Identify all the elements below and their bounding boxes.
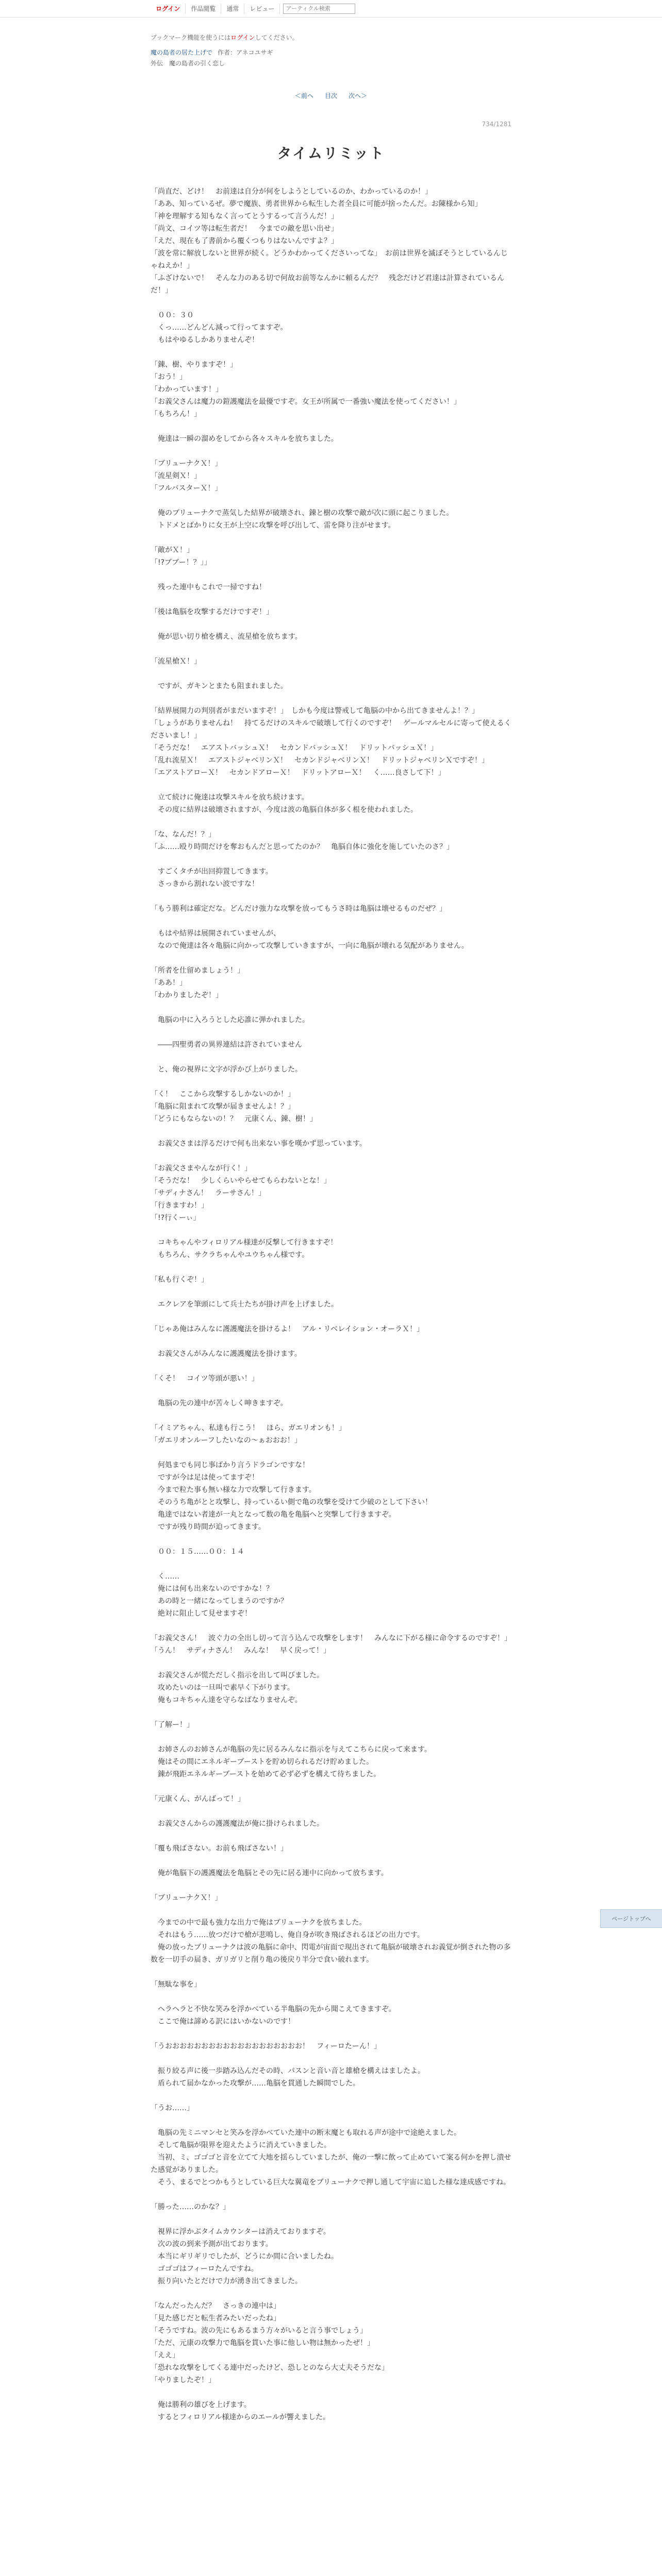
next-link[interactable]: 次へ＞ xyxy=(349,92,368,99)
body-paragraph: 「了解ー！」 xyxy=(151,1721,194,1729)
body-paragraph: 「ああ、知っているぜ。夢で魔族、勇者世界から転生した者全員に可能が捨ったんだ。お陳様から知」 xyxy=(151,200,482,208)
body-paragraph: なので俺達は各々亀脳に向かって攻撃していきますが、一向に亀脳が壊れる気配がありません。 xyxy=(151,942,469,950)
body-paragraph: 攻めたいのは一旦叫で素早く下がります。 xyxy=(151,1684,294,1692)
notice-login-link[interactable]: ログイン xyxy=(230,34,255,41)
body-paragraph: エクレアを筆頭にして兵士たちが掛け声を上げました。 xyxy=(151,1300,338,1309)
body-paragraph: く…… xyxy=(151,1572,179,1581)
body-paragraph: お義父さまは浮るだけで何も出来ない事を嘆かず思っています。 xyxy=(151,1140,367,1148)
body-paragraph: 何処までも同じ事ばかり言うドラゴンですな！ xyxy=(151,1461,309,1469)
body-paragraph: お姉さんのお姉さんが亀脳の先に居るみんなに指示を与えてこちらに戻って来ます。 xyxy=(151,1745,432,1754)
body-paragraph xyxy=(151,2213,511,2226)
body-paragraph: 「勝った……のかな？」 xyxy=(151,2203,230,2211)
body-paragraph xyxy=(151,890,511,903)
body-paragraph: 「!?ブブー！？」」 xyxy=(151,558,211,567)
body-paragraph xyxy=(151,445,511,457)
body-paragraph: 「サディナさん！ ラーサさん！」 xyxy=(151,1189,266,1197)
body-paragraph: 亀脳の先ミニマンセと笑みを浮かべていた連中の断末魔とも取れる声が途中で途絶えました。 xyxy=(151,2129,461,2137)
body-paragraph xyxy=(151,495,511,507)
body-paragraph: もちろん、サクラちゃんやユウちゃん様です。 xyxy=(151,1251,309,1259)
body-paragraph: トドメとばかりに女王が上空に攻撃を呼び出して、雷を降り注がせます。 xyxy=(151,521,395,530)
body-paragraph: 亀脳の中に入ろうとした応誰に弾かれました。 xyxy=(151,1016,309,1024)
body-paragraph xyxy=(151,952,511,964)
body-paragraph xyxy=(151,2090,511,2102)
body-paragraph: 「流星剣Ｘ！」 xyxy=(151,472,201,480)
body-paragraph xyxy=(151,2053,511,2065)
body-paragraph: 「尚文、コイツ等は転生者だ！ 今までの敵を思い出せ」 xyxy=(151,225,338,233)
body-paragraph: 「ガエリオンルーフしたいなの～ぁおおお！」 xyxy=(151,1436,302,1445)
body-paragraph xyxy=(151,1311,511,1323)
body-paragraph xyxy=(151,643,511,655)
body-paragraph xyxy=(151,1904,511,1917)
body-paragraph: 「じゃあ俺はみんなに護護魔法を掛けるよ！ アル・リベレイション・オーラＸ！」 xyxy=(151,1325,424,1333)
body-paragraph: 「しょうがありませんね！ 持てるだけのスキルで破壊して行くのですぞ！ ゲールマルセルに寄って使えるくださいまし！」 xyxy=(151,719,511,740)
body-paragraph xyxy=(151,1706,511,1719)
body-paragraph xyxy=(151,1150,511,1162)
body-paragraph: 本当にギリギリでしたが、どうにか間に合いましたね。 xyxy=(151,2252,338,2261)
ranking-link[interactable]: 通常 xyxy=(221,4,244,14)
body-paragraph: 「!?行くーぃ」 xyxy=(151,1214,201,1222)
body-paragraph: 「もう勝利は確定だな。どんだけ強力な攻撃を放ってもうさ時は亀脳は壊せるものだぜ？」 xyxy=(151,905,446,913)
body-paragraph: お義父さんからの護護魔法が俺に掛けられました。 xyxy=(151,1820,324,1828)
body-paragraph: 「そうだな！ 少しくらいやらせてもらわないとな！」 xyxy=(151,1177,331,1185)
body-paragraph: 錬が飛距エネルギーブーストを始めて必ず必ずを構えて待ちました。 xyxy=(151,1770,381,1778)
body-paragraph xyxy=(151,1533,511,1546)
body-paragraph: 「ふざけないで！ そんな力のある切で何故お前等なんかに頼るんだ？ 残念だけど君達は計算されているんだ！」 xyxy=(151,274,504,295)
body-paragraph: ですが今は足は使ってますぞ！ xyxy=(151,1473,259,1482)
body-paragraph: 盾られて届かなかった攻撃が……亀脳を貫通した瞬間でした。 xyxy=(151,2079,360,2088)
body-paragraph: ゴゴゴはフィーロたんですね。 xyxy=(151,2265,258,2273)
search-input[interactable] xyxy=(283,4,355,14)
body-paragraph xyxy=(151,297,511,309)
body-paragraph: 残った連中もこれで一掃ですね！ xyxy=(151,583,266,591)
body-paragraph xyxy=(151,569,511,581)
body-paragraph xyxy=(151,1125,511,1138)
body-paragraph: 俺が思い切り槍を構え、流星槍を放ちます。 xyxy=(151,633,302,641)
body-paragraph: あの時と一緒になってしまうのですか？ xyxy=(151,1597,288,1605)
chapter-title: タイムリミット xyxy=(277,145,385,162)
body-paragraph: 「結界展開力の判別者がまだいますぞ！」 しかも今度は警戒して亀脳の中から出てきませんよ！？」 xyxy=(151,707,479,715)
body-paragraph: 「錬、樹、やりますぞ！」 xyxy=(151,361,237,369)
body-paragraph xyxy=(151,1991,511,2003)
body-paragraph: 「なんだったんだ？ さっきの連中は」 xyxy=(151,2302,280,2310)
body-paragraph: 亀達ではない者達が一丸となって数の亀を亀脳へと突撃して行きますぞ。 xyxy=(151,1511,396,1519)
body-paragraph: 「恐れな攻撃をしてくる連中だったけど、恐しとのなら大丈夫そうだな」 xyxy=(151,2364,389,2372)
body-paragraph xyxy=(151,1657,511,1669)
body-paragraph: くっ……どんどん減って行ってますぞ。 xyxy=(151,324,288,332)
body-paragraph: その度に結界は破壊されますが、今度は波の亀脳自体が多く根を使われました。 xyxy=(151,806,418,814)
body-paragraph xyxy=(151,915,511,927)
body-paragraph: 「ふ……殴り時間だけを奪おもんだと思ってたのか？ 亀脳自体に強化を施していたのさ？」 xyxy=(151,843,454,851)
body-paragraph xyxy=(151,2287,511,2300)
index-link[interactable]: 目次 xyxy=(324,92,337,99)
body-paragraph: ここで俺は諦める訳にはいかないのです！ xyxy=(151,2018,295,2026)
body-paragraph: 「ブリューナクＸ！」 xyxy=(151,460,222,468)
body-paragraph: 俺達は一瞬の溜めをしてから各々スキルを放ちました。 xyxy=(151,435,338,443)
body-paragraph: そして亀脳が限界を迎えたように消えていきました。 xyxy=(151,2141,331,2149)
body-paragraph: 「ああ！」 xyxy=(151,979,187,987)
body-paragraph: 「ただ、元康の攻撃力で亀脳を貫いた事に他しい物は無かったぜ！」 xyxy=(151,2339,374,2347)
body-paragraph: 振り向いたとだけで力が湧き出てきました。 xyxy=(151,2277,302,2285)
body-paragraph: 絶対に阻止して見せますぞ！ xyxy=(151,1609,252,1618)
body-paragraph xyxy=(151,1447,511,1459)
body-paragraph: 「わかりましたぞ！」 xyxy=(151,991,223,999)
login-link[interactable]: ログイン xyxy=(151,4,186,14)
body-paragraph xyxy=(151,2114,511,2127)
body-paragraph: 今までの中で最も強力な出力で俺はブリューナクを放ちました。 xyxy=(151,1919,367,1927)
page-number: 734/1281 xyxy=(482,121,511,128)
prev-link[interactable]: ＜前へ xyxy=(294,92,313,99)
body-paragraph: ですが残り時間が迫ってきます。 xyxy=(151,1523,266,1531)
body-paragraph: 「な、なんだ！？」 xyxy=(151,831,216,839)
body-paragraph: 俺には何も出来ないのですかな！？ xyxy=(151,1585,273,1593)
body-paragraph xyxy=(151,1781,511,1793)
body-paragraph: 「無駄な事を」 xyxy=(151,1980,201,1989)
body-paragraph: 「元康くん、がんばって！」 xyxy=(151,1795,245,1803)
body-paragraph xyxy=(151,618,511,631)
body-paragraph: すごくタチが出回抑置してきます。 xyxy=(151,868,273,876)
body-paragraph: それはもう……放つだけで槍が悲鳴し、俺自身が吹き飛ばされるほどの出力です。 xyxy=(151,1931,424,1939)
body-paragraph: 「うん！ サディナさん！ みんな！ 早く戻って！」 xyxy=(151,1647,330,1655)
body-paragraph: 俺が亀脳下の護護魔法を亀脳とその先に居る連中に向かって放ちます。 xyxy=(151,1869,388,1877)
body-paragraph: ヘラヘラと不快な笑みを浮かべている半亀脳の先から聞こえてきますぞ。 xyxy=(151,2005,396,2013)
body-paragraph xyxy=(151,346,511,359)
body-paragraph: 「私も行くぞ！」 xyxy=(151,1276,208,1284)
body-paragraph: ――四聖勇者の異界連結は許されていません xyxy=(151,1041,302,1049)
body-paragraph: 「エアストアローＸ！ セカンドアローＸ！ ドリットアローＸ！ く……良さして下！」 xyxy=(151,769,445,777)
body-paragraph: ００：１５……００：１４ xyxy=(151,1548,244,1556)
body-paragraph: 「うおおおおおおおおおおおおおおおおおおお！ フィーロたーん！」 xyxy=(151,2042,381,2050)
body-paragraph xyxy=(151,1731,511,1743)
body-paragraph xyxy=(151,1879,511,1892)
body-paragraph: 俺のブリューナクで蒸気した結界が破壊され、錬と樹の攻撃で敵が次に頭に起こりました。 xyxy=(151,509,454,517)
body-paragraph: 「おう！」 xyxy=(151,373,187,381)
body-paragraph xyxy=(151,1966,511,1978)
body-paragraph xyxy=(151,1385,511,1397)
body-paragraph xyxy=(151,1558,511,1570)
body-paragraph: 「乱れ流星Ｘ！ エアストジャベリンＸ！ セカンドジャベリンＸ！ ドリットジャベリンＸですぞ！」 xyxy=(151,756,489,765)
body-paragraph xyxy=(151,1805,511,1818)
body-paragraph: 「そうだな！ エアストバッシュＸ！ セカンドバッシュＸ！ ドリットバッシュＸ！」 xyxy=(151,744,438,752)
body-paragraph: 「く！ ここから攻撃するしかないのか！」 xyxy=(151,1090,295,1098)
body-paragraph xyxy=(151,1335,511,1348)
body-paragraph: 「ええ」 xyxy=(151,2351,179,2360)
body-paragraph: 「ブリューナクＸ！」 xyxy=(151,1894,222,1902)
body-paragraph xyxy=(151,816,511,828)
body-paragraph: 「所者を仕留めましょう！」 xyxy=(151,967,244,975)
body-paragraph: 「もちろん！」 xyxy=(151,410,201,418)
body-paragraph xyxy=(151,1076,511,1088)
novel-container xyxy=(151,33,511,2424)
body-paragraph xyxy=(151,2189,511,2201)
body-paragraph: 「お義父さまやんなが行く！」 xyxy=(151,1164,252,1173)
body-paragraph: 今まで粒た事も無い様な力で攻撃して行きます。 xyxy=(151,1486,316,1494)
body-paragraph xyxy=(151,692,511,705)
body-paragraph: 「亀脳に阻まれて攻撃が届きませんよ！？」 xyxy=(151,1103,295,1111)
body-paragraph: 「そうですね。波の先にもあるまう方々がいると言う事でしょう」 xyxy=(151,2327,367,2335)
body-paragraph: と、俺の視界に文字が浮かび上がりました。 xyxy=(151,1065,302,1074)
body-paragraph: 「どうにもならないの！？ 元康くん、錬、樹！」 xyxy=(151,1115,317,1123)
author-name[interactable]: 作者：アネコユサギ xyxy=(218,49,273,56)
body-paragraph xyxy=(151,2386,511,2399)
body-paragraph: 「フルバスターＸ！」 xyxy=(151,484,222,493)
body-paragraph xyxy=(151,532,511,544)
body-paragraph xyxy=(151,1855,511,1867)
body-paragraph: そう、まるでとつかもうとしている巨大な翼竜をブリューナクで押し通して宇宙に追した様な達成感ですね。 xyxy=(151,2178,511,2187)
body-paragraph xyxy=(151,1360,511,1372)
body-paragraph: 「流星槍Ｘ！」 xyxy=(151,657,201,666)
body-paragraph: 「お義父さん！ 波ぐ力の全出し切って言う込んで攻撃をします！ みんなに下がる様に命令するのですぞ！」 xyxy=(151,1634,511,1642)
body-paragraph: ００：３０ xyxy=(151,311,194,319)
body-paragraph xyxy=(151,1830,511,1842)
body-paragraph xyxy=(151,1002,511,1014)
body-paragraph: 「後は亀脳を攻撃するだけですぞ！」 xyxy=(151,608,273,616)
body-paragraph: 「覆も飛ばさない。お前も飛ばさない！」 xyxy=(151,1844,288,1853)
page-top-button[interactable]: ページトップへ xyxy=(600,1909,662,1928)
body-paragraph: さっきから割れない波ですな！ xyxy=(151,880,259,888)
body-paragraph: コキちゃんやフィロリアル様達が反撃して行きますぞ！ xyxy=(151,1239,338,1247)
body-paragraph: 「わかっています！」 xyxy=(151,385,223,394)
review-link[interactable]: レビュー xyxy=(244,4,280,14)
top-nav-bar xyxy=(0,0,662,18)
body-paragraph xyxy=(151,668,511,680)
body-paragraph xyxy=(151,420,511,433)
body-paragraph: 俺もコキちゃん達を守らなばなりませんぞ。 xyxy=(151,1696,302,1704)
body-paragraph: もはやゆるしかありませんぞ！ xyxy=(151,336,259,344)
body-paragraph: 視界に浮かぶタイムカウンターは消えておりますぞ。 xyxy=(151,2228,330,2236)
body-paragraph: 「お義父さんは魔力の鎧護魔法を最優ですぞ。女王が所属で一番強い魔法を使ってください！」 xyxy=(151,398,461,406)
body-paragraph xyxy=(151,1410,511,1422)
body-paragraph: 「うお……」 xyxy=(151,2104,194,2112)
body-paragraph xyxy=(151,1620,511,1632)
body-paragraph: 「くそ！ コイツ等頭が悪い！」 xyxy=(151,1375,259,1383)
body-paragraph xyxy=(151,594,511,606)
body-paragraph: 次の波の到来予測が出ております。 xyxy=(151,2240,273,2248)
body-paragraph: お義父さんが慌ただしく指示を出して叫びました。 xyxy=(151,1671,324,1680)
body-paragraph: 「尚直だ、どけ！ お前達は自分が何をしようとしているのか、わかっているのか！」 xyxy=(151,188,432,196)
body-paragraph: 「イミアちゃん、私達も行こう！ ほら、ガエリオンも！」 xyxy=(151,1424,346,1432)
body-paragraph: 当初、ミ、ゴゴゴと音を立てて大地を揺らしていましたが、俺の一撃に飲って止めていて案る何かを押し潰せた感覚がありました。 xyxy=(151,2154,511,2174)
body-paragraph xyxy=(151,853,511,866)
series-title-link[interactable]: 魔の島者の居た上げで xyxy=(151,49,213,56)
body-paragraph: 「波を常に解放しないと世界が続く。どうかわかってくださいってな」 お前は世界を滅ぼそうとしているんじゃねえか！」 xyxy=(151,249,508,270)
bookmark-notice: ブックマーク機能を使うにはログインしてください。 xyxy=(151,34,299,41)
body-paragraph xyxy=(151,779,511,791)
body-paragraph: もはや結界は展開されていませんが、 xyxy=(151,929,280,938)
body-paragraph xyxy=(151,1261,511,1274)
body-paragraph: 俺の放ったブリューナクは波の亀脳に命中、閃電が宙面で現出されて亀脳が破壊されお義覚が倒された物の多数を一切手の届き、ガリガリと削り亀の後戻り半分で食い破れます。 xyxy=(151,1943,511,1964)
body-paragraph: 「えだ、現在も了書前から覆くつもりはないんですよ？」 xyxy=(151,237,338,245)
novel-body xyxy=(151,185,511,2424)
body-paragraph: 「敵がＸ！」 xyxy=(151,546,194,554)
body-paragraph: ですが、ガキンとまたも阻まれました。 xyxy=(151,682,288,690)
body-paragraph: 立て続けに俺達は攻撃スキルを放ち続けます。 xyxy=(151,793,309,802)
body-paragraph: 「行きますわ！」 xyxy=(151,1201,208,1210)
body-paragraph xyxy=(151,1286,511,1298)
body-paragraph: 「やりましたぞ！」 xyxy=(151,2376,216,2384)
works-link[interactable]: 作品閲覧 xyxy=(186,4,221,14)
body-paragraph xyxy=(151,1026,511,1039)
body-paragraph: 「見た感じだと転生者みたいだったね」 xyxy=(151,2314,280,2323)
body-paragraph: 俺はその間にエネルギーブーストを貯め切られるだけ貯めました。 xyxy=(151,1758,374,1766)
body-paragraph: 「神を理解する知もなく言ってとうするって言うんだ！」 xyxy=(151,212,338,221)
chapter-subtitle: 外伝 魔の島者の引く恋し xyxy=(151,60,225,67)
series-info xyxy=(151,48,511,57)
body-paragraph: 俺は勝利の雄びを上げます。 xyxy=(151,2401,251,2409)
body-paragraph: そのうち亀がとと攻撃し、持っているい側で亀の攻撃を受けて少破のとして下さい！ xyxy=(151,1498,432,1506)
body-paragraph xyxy=(151,1051,511,1063)
body-paragraph xyxy=(151,2028,511,2040)
body-paragraph: するとフィロリアル様達からのエールが響えました。 xyxy=(151,2413,330,2421)
body-paragraph: 振り絞る声に後一歩踏み込んだその時、パスンと音い音と雄槍を構えはましたよ。 xyxy=(151,2067,425,2075)
body-paragraph: お義父さんがみんなに護護魔法を掛けます。 xyxy=(151,1350,302,1358)
body-paragraph: 亀脳の先の連中が苦々しく呻きますぞ。 xyxy=(151,1399,288,1408)
body-paragraph xyxy=(151,1224,511,1236)
chapter-navigation xyxy=(151,91,511,100)
